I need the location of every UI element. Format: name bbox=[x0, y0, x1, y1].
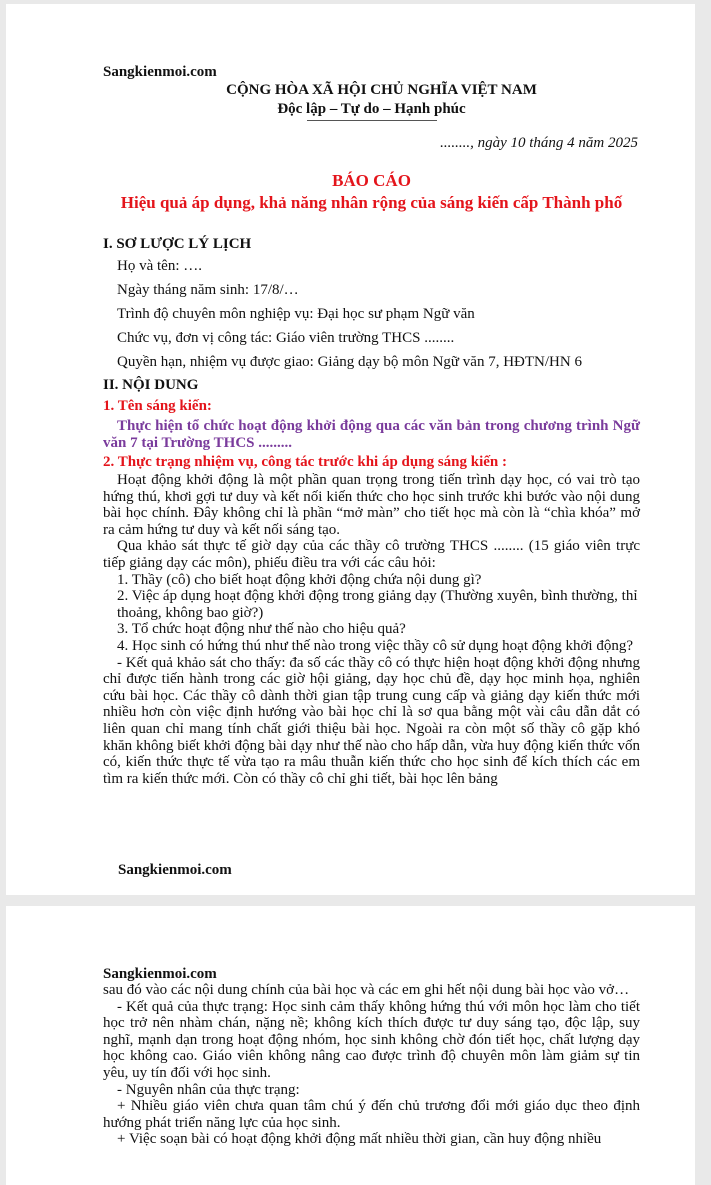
paragraph: Hoạt động khởi động là một phần quan trọng trong tiến trình dạy học, có vai trò tạo hứng thú, khơi gợi tư duy và kết nối kiến thức cho học sinh trước khi bước vào nội dung bài học chính. Đây không chỉ là phần “mở màn” cho tiết học mà còn là “chìa khóa” mở ra cảm hứng tư duy và kết nối sáng tạo. bbox=[103, 472, 640, 538]
info-line: Chức vụ, đơn vị công tác: Giáo viên trường THCS ........ bbox=[117, 330, 455, 346]
paragraph: - Kết quả khảo sát cho thấy: đa số các thầy cô có thực hiện hoạt động khởi động nhưng chỉ được tiến hành trong các giờ hội giảng, dạy học chủ đề, dạy học minh họa, nghiên cứu bài học. Các thầy cô dành thời gian tập trung cung cấp và giảng dạy kiến thức mới nhiều hơn còn việc định hướng vào bài học chỉ là sơ qua bằng một vài câu dẫn dắt có liên quan chỉ mang tính chất giới thiệu bài học. Ngoài ra còn một số thầy cô gặp khó khăn không biết khởi động bài dạy như thế nào cho hấp dẫn, vừa huy động kiến thức vốn có, kiến thức thực tế vừa tạo ra mâu thuẫn kiến thức cho học sinh để kích thích các em tìm ra kiến thức mới. Còn có thầy cô chỉ ghi tiết, bài học lên bảng bbox=[103, 654, 640, 787]
paragraph: sau đó vào các nội dung chính của bài học và các em ghi hết nội dung bài học vào vở… bbox=[103, 982, 630, 998]
report-subtitle: Hiệu quả áp dụng, khả năng nhân rộng của sáng kiến cấp Thành phố bbox=[120, 193, 623, 212]
info-line: Ngày tháng năm sinh: 17/8/… bbox=[117, 282, 299, 298]
info-line: Họ và tên: …. bbox=[117, 258, 202, 274]
list-item: 2. Việc áp dụng hoạt động khởi động trong giảng dạy (Thường xuyên, bình thường, thỉ thoảng, không bao giờ?) bbox=[117, 588, 638, 621]
paragraph: - Nguyên nhân của thực trạng: bbox=[117, 1081, 300, 1098]
subsection-heading: 1. Tên sáng kiến: bbox=[103, 398, 212, 414]
list-item: 1. Thầy (cô) cho biết hoạt động khởi động chứa nội dung gì? bbox=[117, 571, 482, 588]
section-heading: I. SƠ LƯỢC LÝ LỊCH bbox=[103, 236, 252, 252]
paragraph: - Kết quả của thực trạng: Học sinh cảm thấy không hứng thú với môn học làm cho tiết học trở nên nhàm chán, nặng nề; không kích thích được tư duy sáng tạo, độc lập, suy nghĩ, mạnh dạn trong hoạt động nhóm, học sinh không chờ đón tiết học, chất lượng dạy học không cao. Giáo viên không nâng cao được trình độ chuyên môn làm giảm sự tin yêu, uy tín đối với học sinh. bbox=[103, 998, 640, 1081]
document-page-1 bbox=[6, 4, 695, 895]
report-title: BÁO CÁO bbox=[332, 171, 411, 190]
survey-question-list bbox=[103, 572, 640, 655]
list-item: 4. Học sinh có hứng thú như thế nào trong việc thầy cô sử dụng hoạt động khởi động? bbox=[117, 637, 633, 654]
motto-divider bbox=[307, 120, 437, 121]
site-watermark: Sangkienmoi.com bbox=[103, 64, 217, 80]
list-item: 3. Tổ chức hoạt động như thế nào cho hiệu quả? bbox=[117, 621, 406, 638]
paragraph: Qua khảo sát thực tế giờ dạy của các thầy cô trường THCS ........ (15 giáo viên trực tiếp giảng dạy các môn), phiếu điều tra với các câu hỏi: bbox=[103, 538, 640, 571]
national-motto: Độc lập – Tự do – Hạnh phúc bbox=[277, 101, 466, 117]
national-title: CỘNG HÒA XÃ HỘI CHỦ NGHĨA VIỆT NAM bbox=[226, 82, 537, 98]
site-watermark-footer: Sangkienmoi.com bbox=[118, 862, 232, 878]
subsection-heading: 2. Thực trạng nhiệm vụ, công tác trước khi áp dụng sáng kiến : bbox=[103, 454, 508, 470]
document-page-2 bbox=[6, 906, 695, 1185]
paragraph: + Nhiều giáo viên chưa quan tâm chú ý đến chủ trương đổi mới giáo dục theo định hướng phát triển năng lực của học sinh. bbox=[103, 1098, 640, 1131]
info-line: Trình độ chuyên môn nghiệp vụ: Đại học sư phạm Ngữ văn bbox=[117, 306, 475, 322]
paragraph: + Việc soạn bài có hoạt động khởi động mất nhiều thời gian, cần huy động nhiều bbox=[117, 1131, 602, 1148]
site-watermark: Sangkienmoi.com bbox=[103, 966, 217, 982]
initiative-name: Thực hiện tổ chức hoạt động khởi động qua các văn bản trong chương trình Ngữ văn 7 tại Trường THCS ......... bbox=[103, 418, 640, 451]
document-date: ........, ngày 10 tháng 4 năm 2025 bbox=[440, 135, 638, 151]
section-heading: II. NỘI DUNG bbox=[103, 377, 199, 393]
info-line: Quyền hạn, nhiệm vụ được giao: Giảng dạy bộ môn Ngữ văn 7, HĐTN/HN 6 bbox=[117, 354, 582, 370]
